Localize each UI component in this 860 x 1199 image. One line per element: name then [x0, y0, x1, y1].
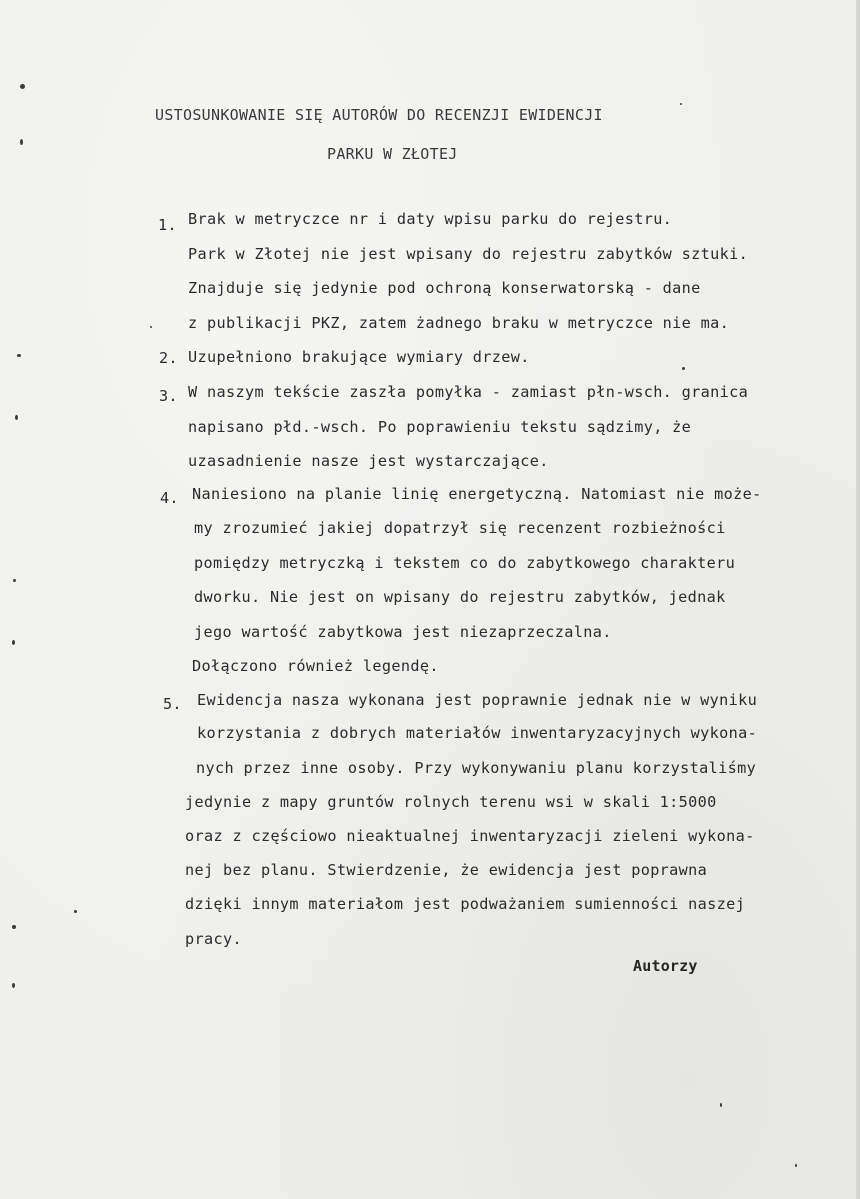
- scan-speck: [12, 983, 15, 988]
- item-3-line-2: napisano płd.-wsch. Po poprawieniu tekstu sądzimy, że: [188, 418, 692, 436]
- item-3-line-1: W naszym tekście zaszła pomyłka - zamiast płn-wsch. granica: [188, 383, 749, 401]
- scan-speck: [720, 1103, 722, 1107]
- scan-speck: [15, 415, 18, 420]
- scan-speck: [150, 326, 152, 328]
- scan-speck: [20, 84, 25, 89]
- document-title-line-1: USTOSUNKOWANIE SIĘ AUTORÓW DO RECENZJI EWIDENCJI: [155, 106, 603, 124]
- item-3-number: 3.: [159, 387, 178, 405]
- item-4-line-2: my zrozumieć jakiej dopatrzył się recenzent rozbieżności: [194, 519, 726, 537]
- scan-speck: [74, 910, 77, 913]
- item-4-line-1: Naniesiono na planie linię energetyczną. Natomiast nie może-: [192, 485, 762, 503]
- scan-speck: [12, 640, 15, 645]
- scan-speck: [20, 139, 23, 145]
- item-4-line-3: pomiędzy metryczką i tekstem co do zabytkowego charakteru: [194, 554, 736, 572]
- item-4-number: 4.: [160, 489, 179, 507]
- item-1-line-3: Znajduje się jedynie pod ochroną konserwatorską - dane: [188, 279, 701, 297]
- item-5-line-6: nej bez planu. Stwierdzenie, że ewidencja jest poprawna: [185, 861, 708, 879]
- scan-speck: [12, 925, 16, 929]
- signature-authors: Autorzy: [633, 957, 698, 975]
- item-1-number: 1.: [158, 216, 177, 234]
- document-title-line-2: PARKU W ZŁOTEJ: [327, 145, 458, 163]
- scan-speck: [17, 354, 21, 357]
- item-5-line-5: oraz z częściowo nieaktualnej inwentaryzacji zieleni wykona-: [185, 827, 755, 845]
- item-1-line-2: Park w Złotej nie jest wpisany do rejestru zabytków sztuki.: [188, 245, 749, 263]
- item-4-line-6: Dołączono również legendę.: [192, 657, 439, 675]
- item-4-line-5: jego wartość zabytkowa jest niezaprzeczalna.: [194, 623, 612, 641]
- item-2-line-1: Uzupełniono brakujące wymiary drzew.: [188, 348, 530, 366]
- item-1-line-4: z publikacji PKZ, zatem żadnego braku w metryczce nie ma.: [188, 314, 730, 332]
- item-5-number: 5.: [163, 695, 182, 713]
- item-5-line-1: Ewidencja nasza wykonana jest poprawnie jednak nie w wyniku: [197, 691, 758, 709]
- item-5-line-2: korzystania z dobrych materiałów inwentaryzacyjnych wykona-: [197, 724, 758, 742]
- item-2-number: 2.: [159, 349, 178, 367]
- item-5-line-3: nych przez inne osoby. Przy wykonywaniu planu korzystaliśmy: [196, 759, 757, 777]
- page-edge-shadow: [856, 0, 860, 1199]
- scan-speck: [795, 1164, 797, 1167]
- item-1-line-1: Brak w metryczce nr i daty wpisu parku do rejestru.: [188, 210, 673, 228]
- scan-speck: [13, 579, 16, 582]
- scan-speck: [682, 367, 685, 370]
- item-5-line-8: pracy.: [185, 930, 242, 948]
- item-4-line-4: dworku. Nie jest on wpisany do rejestru zabytków, jednak: [194, 588, 726, 606]
- item-5-line-7: dzięki innym materiałom jest podważaniem sumienności naszej: [185, 895, 746, 913]
- item-3-line-3: uzasadnienie nasze jest wystarczające.: [188, 452, 549, 470]
- item-5-line-4: jedynie z mapy gruntów rolnych terenu wsi w skali 1:5000: [185, 793, 717, 811]
- scan-speck: [680, 103, 682, 105]
